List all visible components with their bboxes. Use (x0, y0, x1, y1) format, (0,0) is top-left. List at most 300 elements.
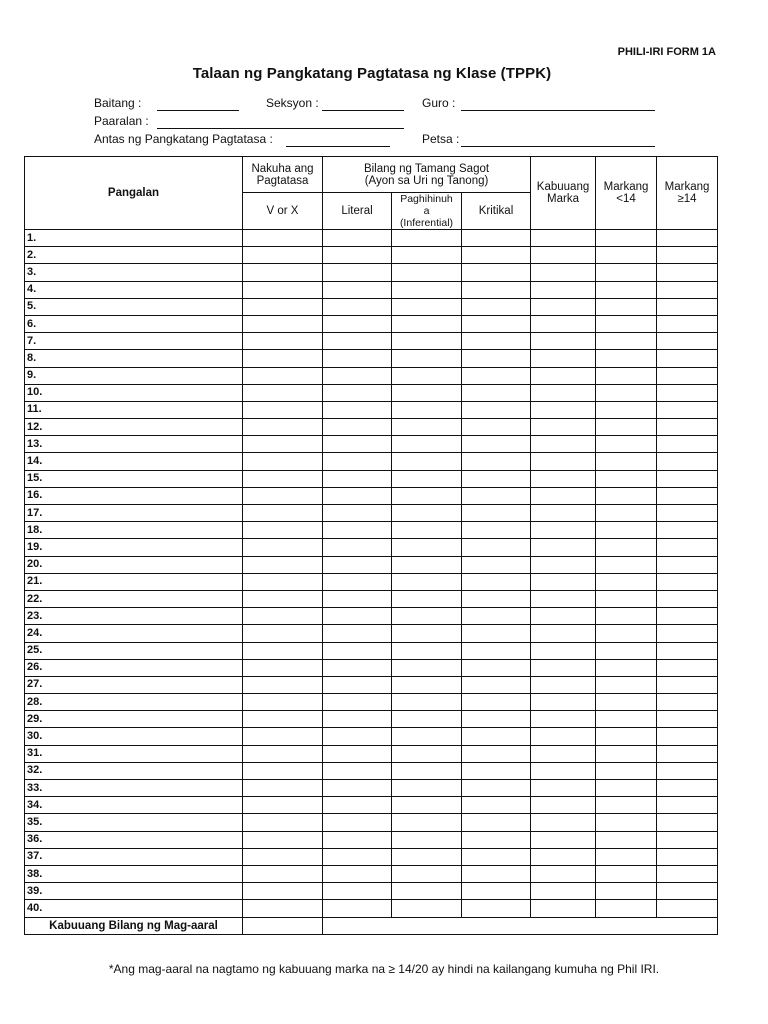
entry-cell[interactable] (596, 573, 657, 590)
entry-cell[interactable] (243, 642, 323, 659)
entry-cell[interactable] (392, 745, 462, 762)
entry-cell[interactable] (462, 711, 531, 728)
entry-cell[interactable] (243, 711, 323, 728)
row-number-name-cell[interactable]: 17. (25, 505, 243, 522)
entry-cell[interactable] (596, 625, 657, 642)
entry-cell[interactable] (243, 762, 323, 779)
entry-cell[interactable] (243, 453, 323, 470)
row-number-name-cell[interactable]: 18. (25, 522, 243, 539)
entry-cell[interactable] (392, 419, 462, 436)
entry-cell[interactable] (596, 419, 657, 436)
entry-cell[interactable] (596, 900, 657, 917)
entry-cell[interactable] (462, 522, 531, 539)
row-number-name-cell[interactable]: 36. (25, 831, 243, 848)
row-number-name-cell[interactable]: 39. (25, 883, 243, 900)
entry-cell[interactable] (323, 487, 392, 504)
entry-cell[interactable] (657, 711, 718, 728)
entry-cell[interactable] (531, 659, 596, 676)
entry-cell[interactable] (243, 401, 323, 418)
entry-cell[interactable] (657, 505, 718, 522)
entry-cell[interactable] (596, 608, 657, 625)
entry-cell[interactable] (462, 762, 531, 779)
entry-cell[interactable] (657, 625, 718, 642)
entry-cell[interactable] (531, 419, 596, 436)
row-number-name-cell[interactable]: 11. (25, 401, 243, 418)
entry-cell[interactable] (462, 573, 531, 590)
entry-cell[interactable] (531, 230, 596, 247)
entry-cell[interactable] (323, 814, 392, 831)
entry-cell[interactable] (392, 264, 462, 281)
entry-cell[interactable] (243, 247, 323, 264)
entry-cell[interactable] (462, 728, 531, 745)
entry-cell[interactable] (657, 728, 718, 745)
entry-cell[interactable] (531, 676, 596, 693)
entry-cell[interactable] (657, 350, 718, 367)
row-number-name-cell[interactable]: 22. (25, 590, 243, 607)
entry-cell[interactable] (596, 865, 657, 882)
entry-cell[interactable] (596, 522, 657, 539)
entry-cell[interactable] (657, 780, 718, 797)
entry-cell[interactable] (531, 814, 596, 831)
entry-cell[interactable] (323, 883, 392, 900)
entry-cell[interactable] (531, 505, 596, 522)
entry-cell[interactable] (462, 694, 531, 711)
entry-cell[interactable] (531, 865, 596, 882)
entry-cell[interactable] (462, 401, 531, 418)
entry-cell[interactable] (323, 625, 392, 642)
entry-cell[interactable] (462, 436, 531, 453)
entry-cell[interactable] (462, 642, 531, 659)
entry-cell[interactable] (323, 247, 392, 264)
entry-cell[interactable] (596, 505, 657, 522)
entry-cell[interactable] (392, 384, 462, 401)
entry-cell[interactable] (323, 590, 392, 607)
entry-cell[interactable] (323, 401, 392, 418)
row-number-name-cell[interactable]: 40. (25, 900, 243, 917)
row-number-name-cell[interactable]: 27. (25, 676, 243, 693)
row-number-name-cell[interactable]: 1. (25, 230, 243, 247)
petsa-field[interactable] (461, 146, 655, 147)
entry-cell[interactable] (392, 367, 462, 384)
entry-cell[interactable] (323, 522, 392, 539)
entry-cell[interactable] (323, 419, 392, 436)
entry-cell[interactable] (243, 590, 323, 607)
entry-cell[interactable] (657, 247, 718, 264)
entry-cell[interactable] (462, 883, 531, 900)
row-number-name-cell[interactable]: 15. (25, 470, 243, 487)
entry-cell[interactable] (323, 453, 392, 470)
entry-cell[interactable] (323, 642, 392, 659)
entry-cell[interactable] (392, 522, 462, 539)
row-number-name-cell[interactable]: 12. (25, 419, 243, 436)
baitang-field[interactable] (157, 110, 239, 111)
entry-cell[interactable] (657, 436, 718, 453)
entry-cell[interactable] (531, 556, 596, 573)
row-number-name-cell[interactable]: 23. (25, 608, 243, 625)
entry-cell[interactable] (596, 659, 657, 676)
entry-cell[interactable] (596, 831, 657, 848)
entry-cell[interactable] (657, 865, 718, 882)
entry-cell[interactable] (657, 590, 718, 607)
row-number-name-cell[interactable]: 5. (25, 298, 243, 315)
entry-cell[interactable] (657, 831, 718, 848)
row-number-name-cell[interactable]: 2. (25, 247, 243, 264)
entry-cell[interactable] (323, 900, 392, 917)
entry-cell[interactable] (596, 590, 657, 607)
entry-cell[interactable] (596, 883, 657, 900)
entry-cell[interactable] (596, 401, 657, 418)
entry-cell[interactable] (596, 762, 657, 779)
entry-cell[interactable] (323, 659, 392, 676)
entry-cell[interactable] (392, 780, 462, 797)
entry-cell[interactable] (462, 625, 531, 642)
entry-cell[interactable] (531, 470, 596, 487)
entry-cell[interactable] (243, 556, 323, 573)
entry-cell[interactable] (243, 539, 323, 556)
entry-cell[interactable] (392, 728, 462, 745)
entry-cell[interactable] (462, 865, 531, 882)
entry-cell[interactable] (323, 711, 392, 728)
entry-cell[interactable] (657, 384, 718, 401)
row-number-name-cell[interactable]: 34. (25, 797, 243, 814)
entry-cell[interactable] (243, 384, 323, 401)
row-number-name-cell[interactable]: 8. (25, 350, 243, 367)
entry-cell[interactable] (392, 350, 462, 367)
entry-cell[interactable] (657, 659, 718, 676)
row-number-name-cell[interactable]: 28. (25, 694, 243, 711)
row-number-name-cell[interactable]: 16. (25, 487, 243, 504)
row-number-name-cell[interactable]: 20. (25, 556, 243, 573)
row-number-name-cell[interactable]: 25. (25, 642, 243, 659)
entry-cell[interactable] (462, 264, 531, 281)
entry-cell[interactable] (243, 230, 323, 247)
entry-cell[interactable] (462, 298, 531, 315)
seksyon-field[interactable] (322, 110, 404, 111)
entry-cell[interactable] (531, 608, 596, 625)
entry-cell[interactable] (243, 573, 323, 590)
entry-cell[interactable] (596, 470, 657, 487)
entry-cell[interactable] (392, 470, 462, 487)
entry-cell[interactable] (392, 642, 462, 659)
row-number-name-cell[interactable]: 21. (25, 573, 243, 590)
entry-cell[interactable] (392, 556, 462, 573)
entry-cell[interactable] (392, 797, 462, 814)
entry-cell[interactable] (596, 315, 657, 332)
row-number-name-cell[interactable]: 29. (25, 711, 243, 728)
row-number-name-cell[interactable]: 6. (25, 315, 243, 332)
entry-cell[interactable] (531, 264, 596, 281)
entry-cell[interactable] (462, 814, 531, 831)
entry-cell[interactable] (657, 333, 718, 350)
entry-cell[interactable] (657, 694, 718, 711)
entry-cell[interactable] (531, 642, 596, 659)
entry-cell[interactable] (243, 745, 323, 762)
entry-cell[interactable] (657, 797, 718, 814)
entry-cell[interactable] (323, 539, 392, 556)
entry-cell[interactable] (462, 608, 531, 625)
entry-cell[interactable] (323, 556, 392, 573)
entry-cell[interactable] (657, 883, 718, 900)
entry-cell[interactable] (531, 298, 596, 315)
entry-cell[interactable] (323, 780, 392, 797)
entry-cell[interactable] (462, 590, 531, 607)
entry-cell[interactable] (657, 539, 718, 556)
entry-cell[interactable] (323, 728, 392, 745)
entry-cell[interactable] (657, 642, 718, 659)
row-number-name-cell[interactable]: 31. (25, 745, 243, 762)
entry-cell[interactable] (657, 608, 718, 625)
entry-cell[interactable] (657, 900, 718, 917)
entry-cell[interactable] (596, 281, 657, 298)
entry-cell[interactable] (392, 814, 462, 831)
entry-cell[interactable] (657, 470, 718, 487)
entry-cell[interactable] (392, 573, 462, 590)
row-number-name-cell[interactable]: 7. (25, 333, 243, 350)
entry-cell[interactable] (596, 814, 657, 831)
entry-cell[interactable] (657, 264, 718, 281)
entry-cell[interactable] (323, 230, 392, 247)
entry-cell[interactable] (243, 298, 323, 315)
entry-cell[interactable] (243, 797, 323, 814)
entry-cell[interactable] (596, 848, 657, 865)
entry-cell[interactable] (596, 264, 657, 281)
entry-cell[interactable] (243, 419, 323, 436)
entry-cell[interactable] (531, 762, 596, 779)
entry-cell[interactable] (657, 419, 718, 436)
entry-cell[interactable] (596, 745, 657, 762)
entry-cell[interactable] (531, 728, 596, 745)
entry-cell[interactable] (323, 573, 392, 590)
entry-cell[interactable] (596, 298, 657, 315)
entry-cell[interactable] (462, 315, 531, 332)
entry-cell[interactable] (531, 573, 596, 590)
row-number-name-cell[interactable]: 33. (25, 780, 243, 797)
entry-cell[interactable] (392, 453, 462, 470)
row-number-name-cell[interactable]: 38. (25, 865, 243, 882)
entry-cell[interactable] (323, 367, 392, 384)
entry-cell[interactable] (323, 298, 392, 315)
row-number-name-cell[interactable]: 30. (25, 728, 243, 745)
entry-cell[interactable] (462, 419, 531, 436)
entry-cell[interactable] (243, 831, 323, 848)
entry-cell[interactable] (657, 401, 718, 418)
entry-cell[interactable] (243, 522, 323, 539)
entry-cell[interactable] (596, 539, 657, 556)
entry-cell[interactable] (323, 470, 392, 487)
entry-cell[interactable] (323, 436, 392, 453)
entry-cell[interactable] (243, 694, 323, 711)
footer-total-cell[interactable] (243, 917, 323, 934)
entry-cell[interactable] (323, 350, 392, 367)
entry-cell[interactable] (531, 883, 596, 900)
entry-cell[interactable] (243, 436, 323, 453)
entry-cell[interactable] (462, 797, 531, 814)
entry-cell[interactable] (657, 298, 718, 315)
entry-cell[interactable] (243, 264, 323, 281)
entry-cell[interactable] (596, 780, 657, 797)
entry-cell[interactable] (243, 470, 323, 487)
row-number-name-cell[interactable]: 13. (25, 436, 243, 453)
row-number-name-cell[interactable]: 35. (25, 814, 243, 831)
entry-cell[interactable] (596, 453, 657, 470)
entry-cell[interactable] (392, 230, 462, 247)
entry-cell[interactable] (657, 848, 718, 865)
entry-cell[interactable] (243, 883, 323, 900)
entry-cell[interactable] (392, 590, 462, 607)
row-number-name-cell[interactable]: 3. (25, 264, 243, 281)
entry-cell[interactable] (531, 367, 596, 384)
entry-cell[interactable] (323, 676, 392, 693)
entry-cell[interactable] (462, 453, 531, 470)
entry-cell[interactable] (243, 487, 323, 504)
entry-cell[interactable] (657, 315, 718, 332)
entry-cell[interactable] (243, 505, 323, 522)
entry-cell[interactable] (392, 659, 462, 676)
entry-cell[interactable] (462, 900, 531, 917)
row-number-name-cell[interactable]: 32. (25, 762, 243, 779)
entry-cell[interactable] (531, 780, 596, 797)
entry-cell[interactable] (462, 556, 531, 573)
entry-cell[interactable] (392, 505, 462, 522)
entry-cell[interactable] (323, 848, 392, 865)
entry-cell[interactable] (531, 797, 596, 814)
entry-cell[interactable] (243, 780, 323, 797)
entry-cell[interactable] (462, 350, 531, 367)
entry-cell[interactable] (392, 676, 462, 693)
entry-cell[interactable] (657, 522, 718, 539)
entry-cell[interactable] (243, 814, 323, 831)
entry-cell[interactable] (596, 676, 657, 693)
row-number-name-cell[interactable]: 9. (25, 367, 243, 384)
entry-cell[interactable] (596, 384, 657, 401)
entry-cell[interactable] (462, 676, 531, 693)
entry-cell[interactable] (596, 333, 657, 350)
entry-cell[interactable] (657, 762, 718, 779)
entry-cell[interactable] (392, 900, 462, 917)
entry-cell[interactable] (531, 436, 596, 453)
entry-cell[interactable] (392, 625, 462, 642)
entry-cell[interactable] (323, 333, 392, 350)
entry-cell[interactable] (392, 487, 462, 504)
entry-cell[interactable] (462, 384, 531, 401)
entry-cell[interactable] (392, 608, 462, 625)
entry-cell[interactable] (531, 453, 596, 470)
entry-cell[interactable] (596, 487, 657, 504)
entry-cell[interactable] (243, 900, 323, 917)
entry-cell[interactable] (596, 728, 657, 745)
entry-cell[interactable] (392, 401, 462, 418)
entry-cell[interactable] (596, 247, 657, 264)
entry-cell[interactable] (531, 487, 596, 504)
entry-cell[interactable] (596, 436, 657, 453)
entry-cell[interactable] (657, 676, 718, 693)
entry-cell[interactable] (531, 831, 596, 848)
entry-cell[interactable] (531, 711, 596, 728)
entry-cell[interactable] (323, 281, 392, 298)
entry-cell[interactable] (392, 883, 462, 900)
entry-cell[interactable] (392, 539, 462, 556)
entry-cell[interactable] (596, 556, 657, 573)
entry-cell[interactable] (531, 281, 596, 298)
entry-cell[interactable] (462, 831, 531, 848)
entry-cell[interactable] (323, 315, 392, 332)
entry-cell[interactable] (531, 315, 596, 332)
entry-cell[interactable] (392, 711, 462, 728)
entry-cell[interactable] (657, 487, 718, 504)
entry-cell[interactable] (596, 230, 657, 247)
entry-cell[interactable] (657, 573, 718, 590)
entry-cell[interactable] (657, 814, 718, 831)
entry-cell[interactable] (323, 831, 392, 848)
entry-cell[interactable] (392, 694, 462, 711)
entry-cell[interactable] (531, 539, 596, 556)
entry-cell[interactable] (531, 848, 596, 865)
entry-cell[interactable] (243, 350, 323, 367)
row-number-name-cell[interactable]: 4. (25, 281, 243, 298)
entry-cell[interactable] (531, 590, 596, 607)
entry-cell[interactable] (392, 281, 462, 298)
row-number-name-cell[interactable]: 26. (25, 659, 243, 676)
entry-cell[interactable] (392, 762, 462, 779)
entry-cell[interactable] (243, 659, 323, 676)
entry-cell[interactable] (323, 694, 392, 711)
entry-cell[interactable] (323, 797, 392, 814)
entry-cell[interactable] (596, 694, 657, 711)
entry-cell[interactable] (531, 333, 596, 350)
entry-cell[interactable] (243, 315, 323, 332)
entry-cell[interactable] (243, 865, 323, 882)
entry-cell[interactable] (531, 350, 596, 367)
entry-cell[interactable] (657, 556, 718, 573)
entry-cell[interactable] (323, 762, 392, 779)
entry-cell[interactable] (657, 281, 718, 298)
entry-cell[interactable] (596, 797, 657, 814)
entry-cell[interactable] (323, 264, 392, 281)
entry-cell[interactable] (657, 367, 718, 384)
entry-cell[interactable] (531, 694, 596, 711)
entry-cell[interactable] (462, 848, 531, 865)
entry-cell[interactable] (462, 230, 531, 247)
entry-cell[interactable] (531, 745, 596, 762)
row-number-name-cell[interactable]: 14. (25, 453, 243, 470)
row-number-name-cell[interactable]: 24. (25, 625, 243, 642)
entry-cell[interactable] (462, 487, 531, 504)
entry-cell[interactable] (462, 539, 531, 556)
entry-cell[interactable] (243, 625, 323, 642)
entry-cell[interactable] (392, 247, 462, 264)
entry-cell[interactable] (392, 315, 462, 332)
entry-cell[interactable] (392, 831, 462, 848)
entry-cell[interactable] (243, 728, 323, 745)
entry-cell[interactable] (392, 333, 462, 350)
entry-cell[interactable] (462, 745, 531, 762)
entry-cell[interactable] (462, 659, 531, 676)
entry-cell[interactable] (243, 608, 323, 625)
entry-cell[interactable] (462, 780, 531, 797)
row-number-name-cell[interactable]: 37. (25, 848, 243, 865)
entry-cell[interactable] (392, 436, 462, 453)
entry-cell[interactable] (462, 470, 531, 487)
entry-cell[interactable] (323, 505, 392, 522)
entry-cell[interactable] (323, 745, 392, 762)
entry-cell[interactable] (462, 367, 531, 384)
entry-cell[interactable] (392, 848, 462, 865)
entry-cell[interactable] (392, 865, 462, 882)
entry-cell[interactable] (323, 865, 392, 882)
row-number-name-cell[interactable]: 19. (25, 539, 243, 556)
entry-cell[interactable] (596, 642, 657, 659)
paaralan-field[interactable] (157, 128, 404, 129)
